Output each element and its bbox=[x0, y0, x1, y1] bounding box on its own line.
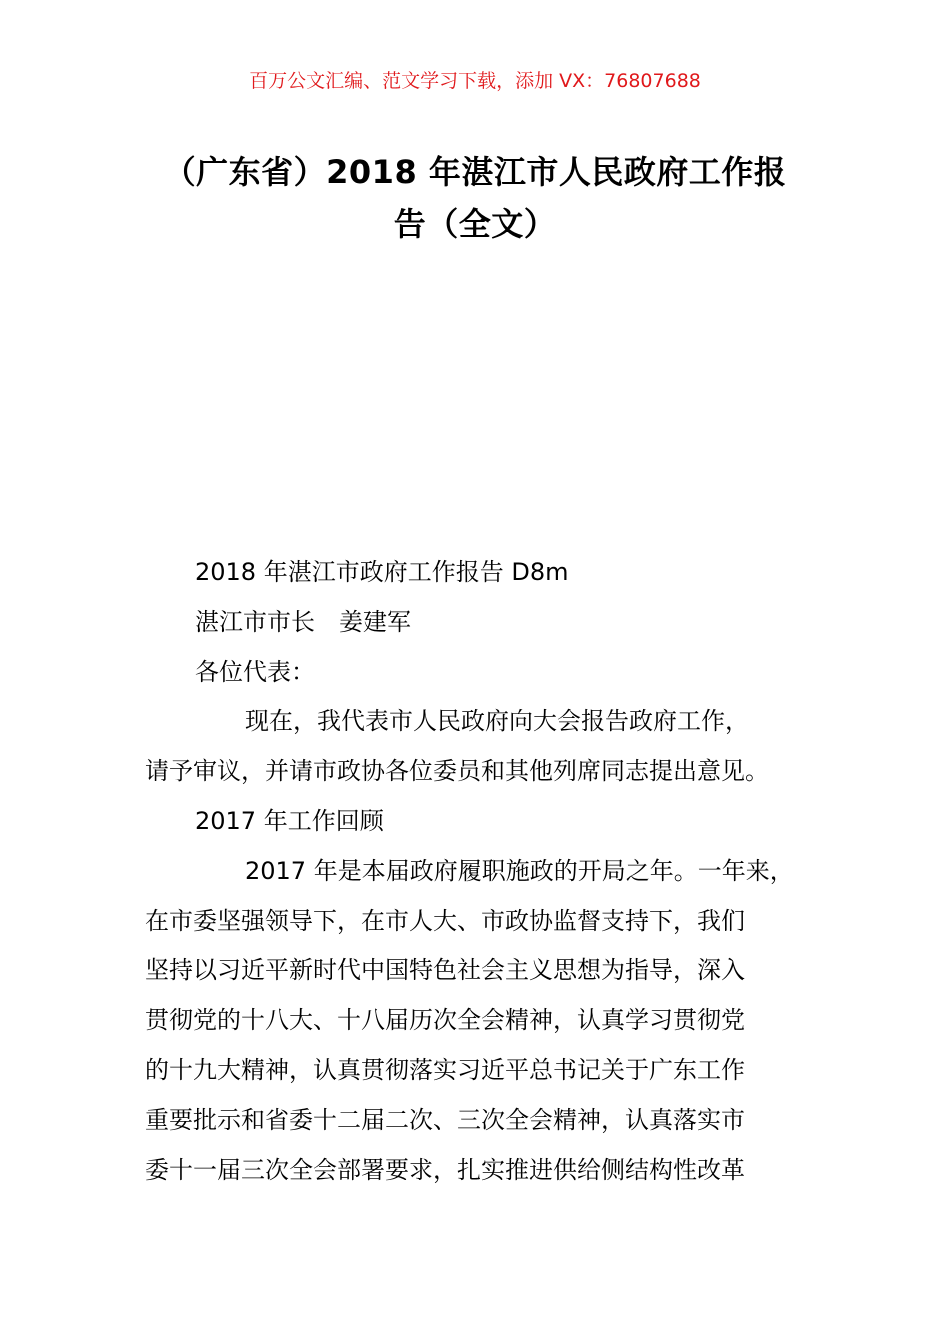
paragraph-line: 贯彻党的十八大、十八届历次全会精神，认真学习贯彻党 bbox=[145, 1006, 745, 1035]
paragraph-line: 2017 年是本届政府履职施政的开局之年。一年来， bbox=[245, 856, 794, 885]
promo-header-note: 百万公文汇编、范文学习下载，添加 VX：76807688 bbox=[249, 70, 701, 92]
paragraph-line: 委十一届三次全会部署要求，扎实推进供给侧结构性改革 bbox=[145, 1155, 745, 1184]
paragraph-line: 在市委坚强领导下，在市人大、市政协监督支持下，我们 bbox=[145, 906, 745, 935]
paragraph-line: 坚持以习近平新时代中国特色社会主义思想为指导，深入 bbox=[145, 956, 745, 985]
document-title-line-2: 告（全文） bbox=[393, 205, 557, 243]
author-title: 湛江市市长 bbox=[195, 607, 315, 636]
intro-line-2: 请予审议，并请市政协各位委员和其他列席同志提出意见。 bbox=[145, 757, 769, 786]
document-body bbox=[145, 548, 817, 1195]
paragraph-line: 的十九大精神，认真贯彻落实习近平总书记关于广东工作 bbox=[145, 1055, 745, 1084]
author-name: 姜建军 bbox=[339, 607, 411, 636]
section-heading: 2017 年工作回顾 bbox=[195, 806, 384, 835]
document-title-line-1: （广东省）2018 年湛江市人民政府工作报 bbox=[163, 153, 787, 191]
document-title bbox=[145, 146, 805, 250]
intro-line-1: 现在，我代表市人民政府向大会报告政府工作， bbox=[245, 707, 749, 736]
author-line bbox=[145, 598, 817, 648]
paragraph-line: 重要批示和省委十二届二次、三次全会精神，认真落实市 bbox=[145, 1105, 745, 1134]
salutation: 各位代表： bbox=[195, 657, 315, 686]
report-heading: 2018 年湛江市政府工作报告 D8m bbox=[195, 558, 569, 586]
